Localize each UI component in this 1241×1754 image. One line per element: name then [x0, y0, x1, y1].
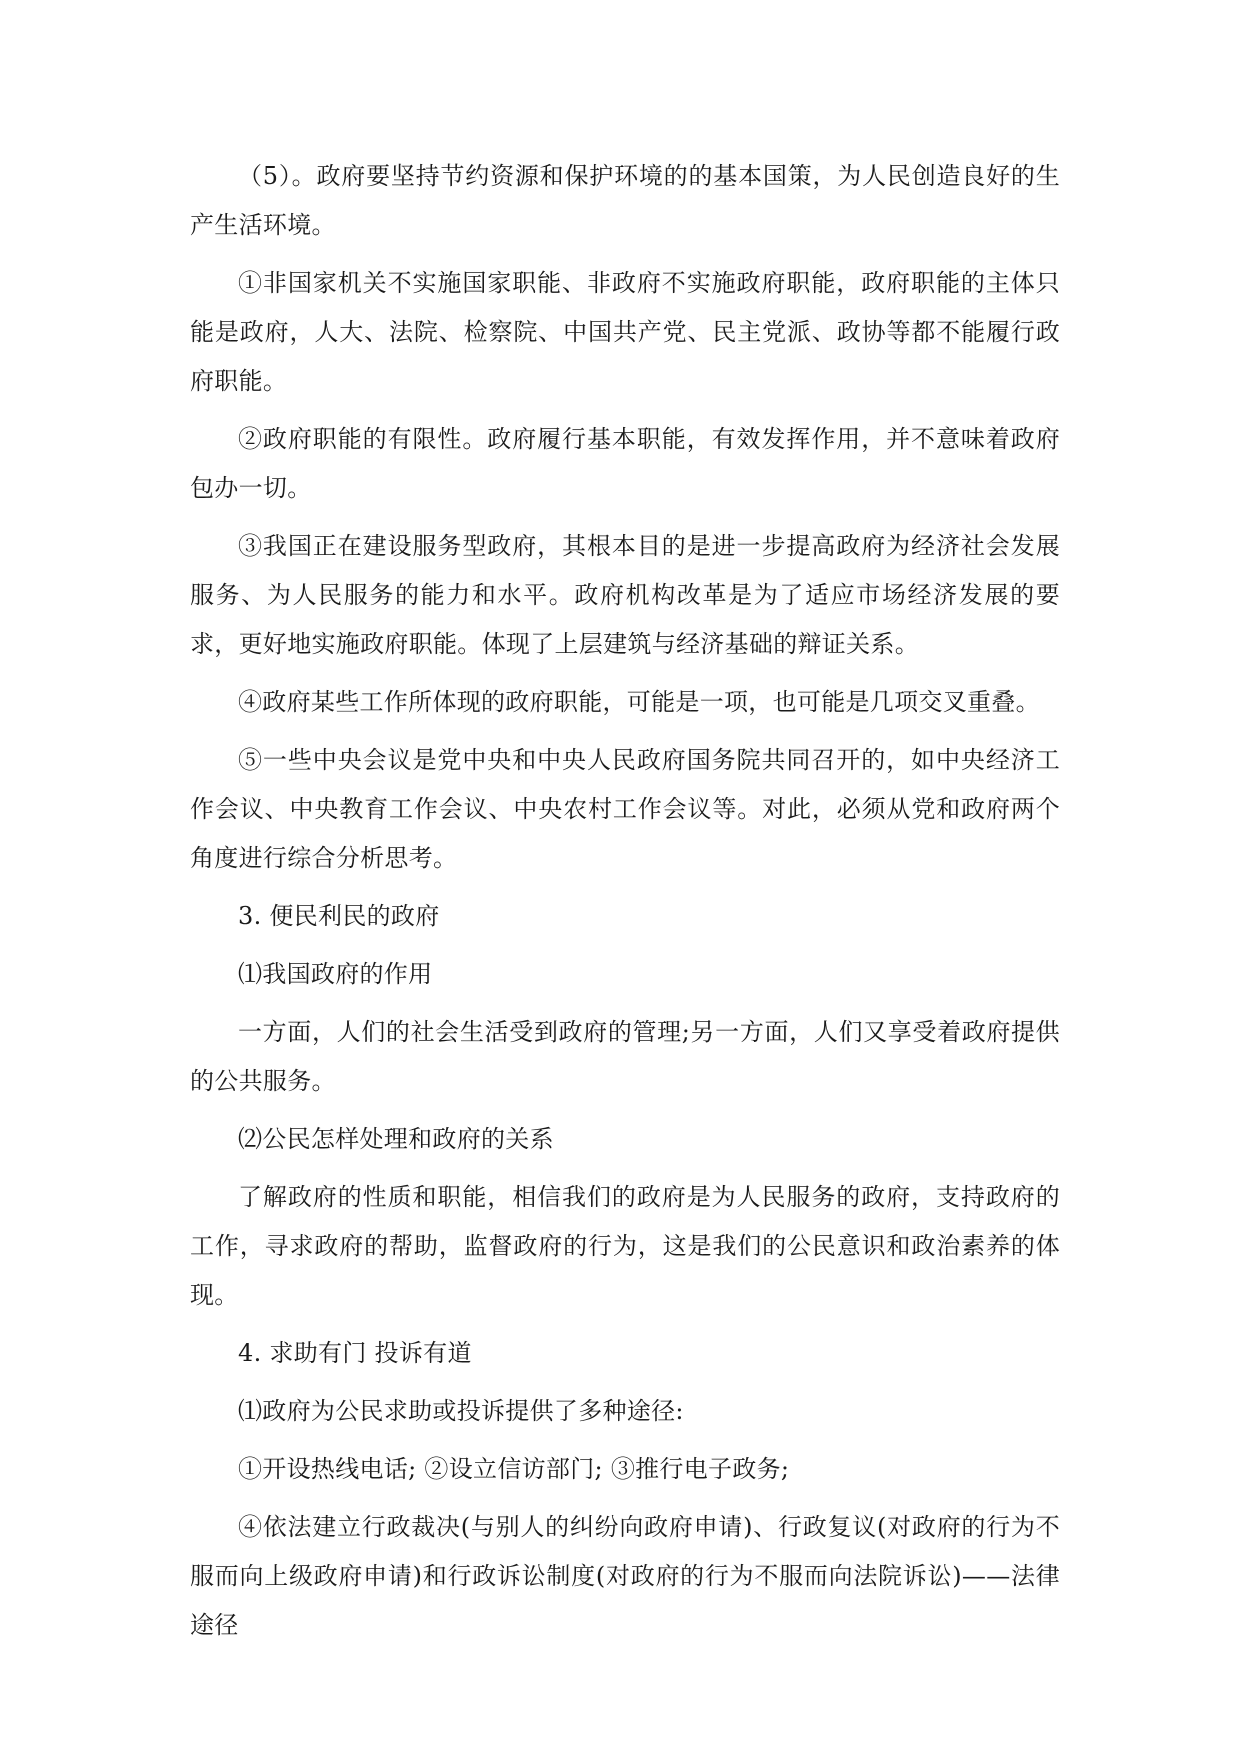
paragraph-note-4: ④政府某些工作所体现的政府职能，可能是一项，也可能是几项交叉重叠。 — [238, 688, 1040, 716]
paragraph-note-1: ①非国家机关不实施国家职能、非政府不实施政府职能，政府职能的主体只能是政府，人大、法院、检察院、中国共产党、民主党派、政协等都不能履行政府职能。 — [190, 269, 1060, 395]
section-heading-3: 3. 便民利民的政府 — [238, 902, 440, 930]
paragraph-citizen-relation: 了解政府的性质和职能，相信我们的政府是为人民服务的政府，支持政府的工作，寻求政府的帮助，监督政府的行为，这是我们的公民意识和政治素养的体现。 — [190, 1183, 1060, 1309]
document-page — [190, 152, 1060, 1659]
paragraph-channels-list: ①开设热线电话; ②设立信访部门; ③推行电子政务; — [238, 1455, 790, 1483]
paragraph-note-3: ③我国正在建设服务型政府，其根本目的是进一步提高政府为经济社会发展服务、为人民服务的能力和水平。政府机构改革是为了适应市场经济发展的要求，更好地实施政府职能。体现了上层建筑与经济基础的辩证关系。 — [190, 532, 1060, 658]
subheading-government-role: ⑴我国政府的作用 — [238, 960, 433, 988]
subheading-channels: ⑴政府为公民求助或投诉提供了多种途径: — [238, 1397, 684, 1425]
paragraph-note-2: ②政府职能的有限性。政府履行基本职能，有效发挥作用，并不意味着政府包办一切。 — [190, 425, 1060, 502]
subheading-citizen-relation: ⑵公民怎样处理和政府的关系 — [238, 1125, 554, 1153]
paragraph-note-5: ⑤一些中央会议是党中央和中央人民政府国务院共同召开的，如中央经济工作会议、中央教育工作会议、中央农村工作会议等。对此，必须从党和政府两个角度进行综合分析思考。 — [190, 746, 1060, 872]
paragraph-item-5-environment: （5）。政府要坚持节约资源和保护环境的的基本国策，为人民创造良好的生产生活环境。 — [190, 162, 1060, 239]
paragraph-government-role: 一方面，人们的社会生活受到政府的管理;另一方面，人们又享受着政府提供的公共服务。 — [190, 1018, 1060, 1095]
section-heading-4: 4. 求助有门 投诉有道 — [238, 1339, 472, 1367]
paragraph-legal-channels: ④依法建立行政裁决(与别人的纠纷向政府申请)、行政复议(对政府的行为不服而向上级政府申请)和行政诉讼制度(对政府的行为不服而向法院诉讼)——法律途径 — [190, 1513, 1060, 1639]
